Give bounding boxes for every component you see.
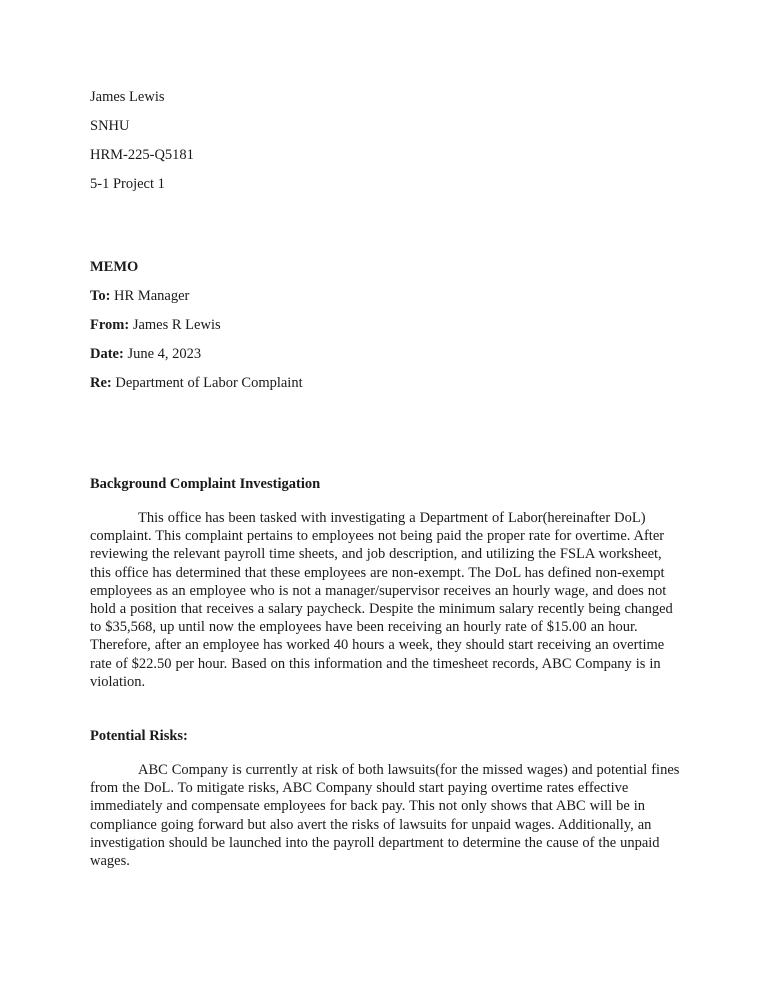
memo-field-re-value: Department of Labor Complaint (115, 375, 303, 391)
section-heading-potential-risks: Potential Risks: (90, 728, 188, 745)
memo-field-to-value: HR Manager (114, 288, 190, 304)
memo-field-from-label: From: (90, 317, 130, 333)
section-heading-background: Background Complaint Investigation (90, 476, 321, 492)
memo-field-re-label: Re: (90, 375, 112, 391)
document-content (90, 83, 682, 870)
memo-field-to-label: To: (90, 288, 111, 304)
memo-block (90, 253, 682, 398)
memo-field-re (90, 369, 682, 398)
course-code: HRM-225-Q5181 (90, 147, 194, 163)
memo-field-date (90, 340, 682, 369)
assignment-title: 5-1 Project 1 (90, 176, 165, 192)
section-background-complaint-investigation (90, 475, 682, 691)
memo-field-date-value: June 4, 2023 (127, 346, 202, 362)
identification-block (90, 83, 682, 199)
section-body-background: This office has been tasked with investigating a Department of Labor(hereinafter DoL) complaint. This complaint pertains to employees not being paid the proper rate for overtime. After reviewing the relevant payroll time sheets, and job description, and utilizing the FSLA worksheet, this office has determined that these employees are non-exempt. The DoL has defined non-exempt employees as an employee who is not a manager/supervisor receives an hourly wage, and does not hold a position that receives a salary paycheck. Despite the minimum salary recently being changed to $35,568, up until now the employees have been receiving an hourly rate of $15.00 an hour. Therefore, after an employee has worked 40 hours a week, they should start receiving an overtime rate of $22.50 per hour. Based on this information and the timesheet records, ABC Company is in violation. (90, 510, 673, 690)
memo-field-to (90, 282, 682, 311)
memo-title: MEMO (90, 259, 139, 275)
memo-field-from (90, 311, 682, 340)
memo-field-from-value: James R Lewis (132, 317, 221, 333)
section-potential-risks (90, 727, 682, 870)
author-name: James Lewis (90, 89, 165, 105)
section-body-potential-risks: ABC Company is currently at risk of both lawsuits(for the missed wages) and potential fines from the DoL. To mitigate risks, ABC Company should start paying overtime rates effective immediately and compensate employees for back pay. This not only shows that ABC will be in compliance going forward but also avert the risks of lawsuits for unpaid wages. Additionally, an investigation should be launched into the payroll department to determine the cause of the unpaid wages. (90, 762, 680, 870)
institution-name: SNHU (90, 118, 130, 134)
memo-field-date-label: Date: (90, 346, 124, 362)
